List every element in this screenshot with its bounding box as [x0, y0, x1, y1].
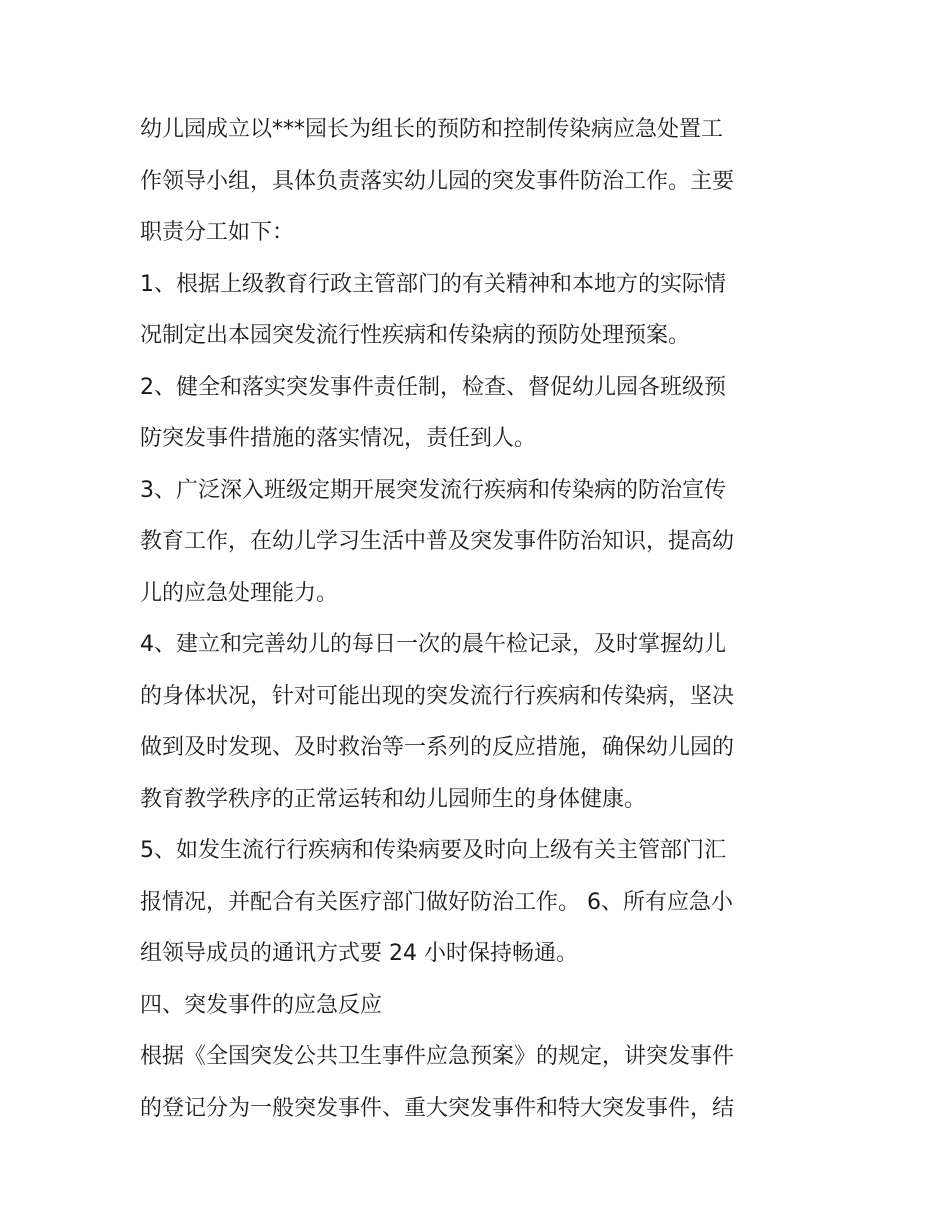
text-line: 组领导成员的通讯方式要 24 小时保持畅通。	[140, 941, 578, 966]
text-line: 幼儿园成立以***园长为组长的预防和控制传染病应急处置工	[140, 117, 724, 142]
text-line: 1、根据上级教育行政主管部门的有关精神和本地方的实际情	[140, 271, 726, 297]
text-line: 况制定出本园突发流行性疾病和传染病的预防处理预案。	[140, 323, 691, 348]
text-line: 4、建立和完善幼儿的每日一次的晨午检记录，及时掌握幼儿	[140, 632, 726, 657]
text-line: 教育工作，在幼儿学习生活中普及突发事件防治知识，提高幼	[140, 529, 735, 554]
text-line: 做到及时发现、及时救治等一系列的反应措施，确保幼儿园的	[140, 735, 735, 760]
section-heading: 四、突发事件的应急反应	[140, 992, 383, 1018]
text-line: 报情况，并配合有关医疗部门做好防治工作。 6、所有应急小	[140, 889, 733, 915]
text-line: 教育教学秩序的正常运转和幼儿园师生的身体健康。	[140, 786, 647, 812]
text-line: 2、健全和落实突发事件责任制，检查、督促幼儿园各班级预	[140, 374, 726, 400]
text-line: 职责分工如下：	[140, 220, 295, 245]
text-line: 作领导小组，具体负责落实幼儿园的突发事件防治工作。主要	[140, 168, 735, 194]
document-body	[140, 104, 820, 1134]
text-line: 3、广泛深入班级定期开展突发流行疾病和传染病的防治宣传	[140, 477, 726, 503]
text-line: 防突发事件措施的落实情况，责任到人。	[140, 426, 537, 451]
text-line: 的登记分为一般突发事件、重大突发事件和特大突发事件，结	[140, 1095, 735, 1121]
text-line: 5、如发生流行行疾病和传染病要及时向上级有关主管部门汇	[140, 838, 726, 863]
text-line: 的身体状况，针对可能出现的突发流行行疾病和传染病，坚决	[140, 683, 735, 709]
text-line: 根据《全国突发公共卫生事件应急预案》的规定，讲突发事件	[140, 1044, 735, 1069]
text-line: 儿的应急处理能力。	[140, 580, 339, 606]
